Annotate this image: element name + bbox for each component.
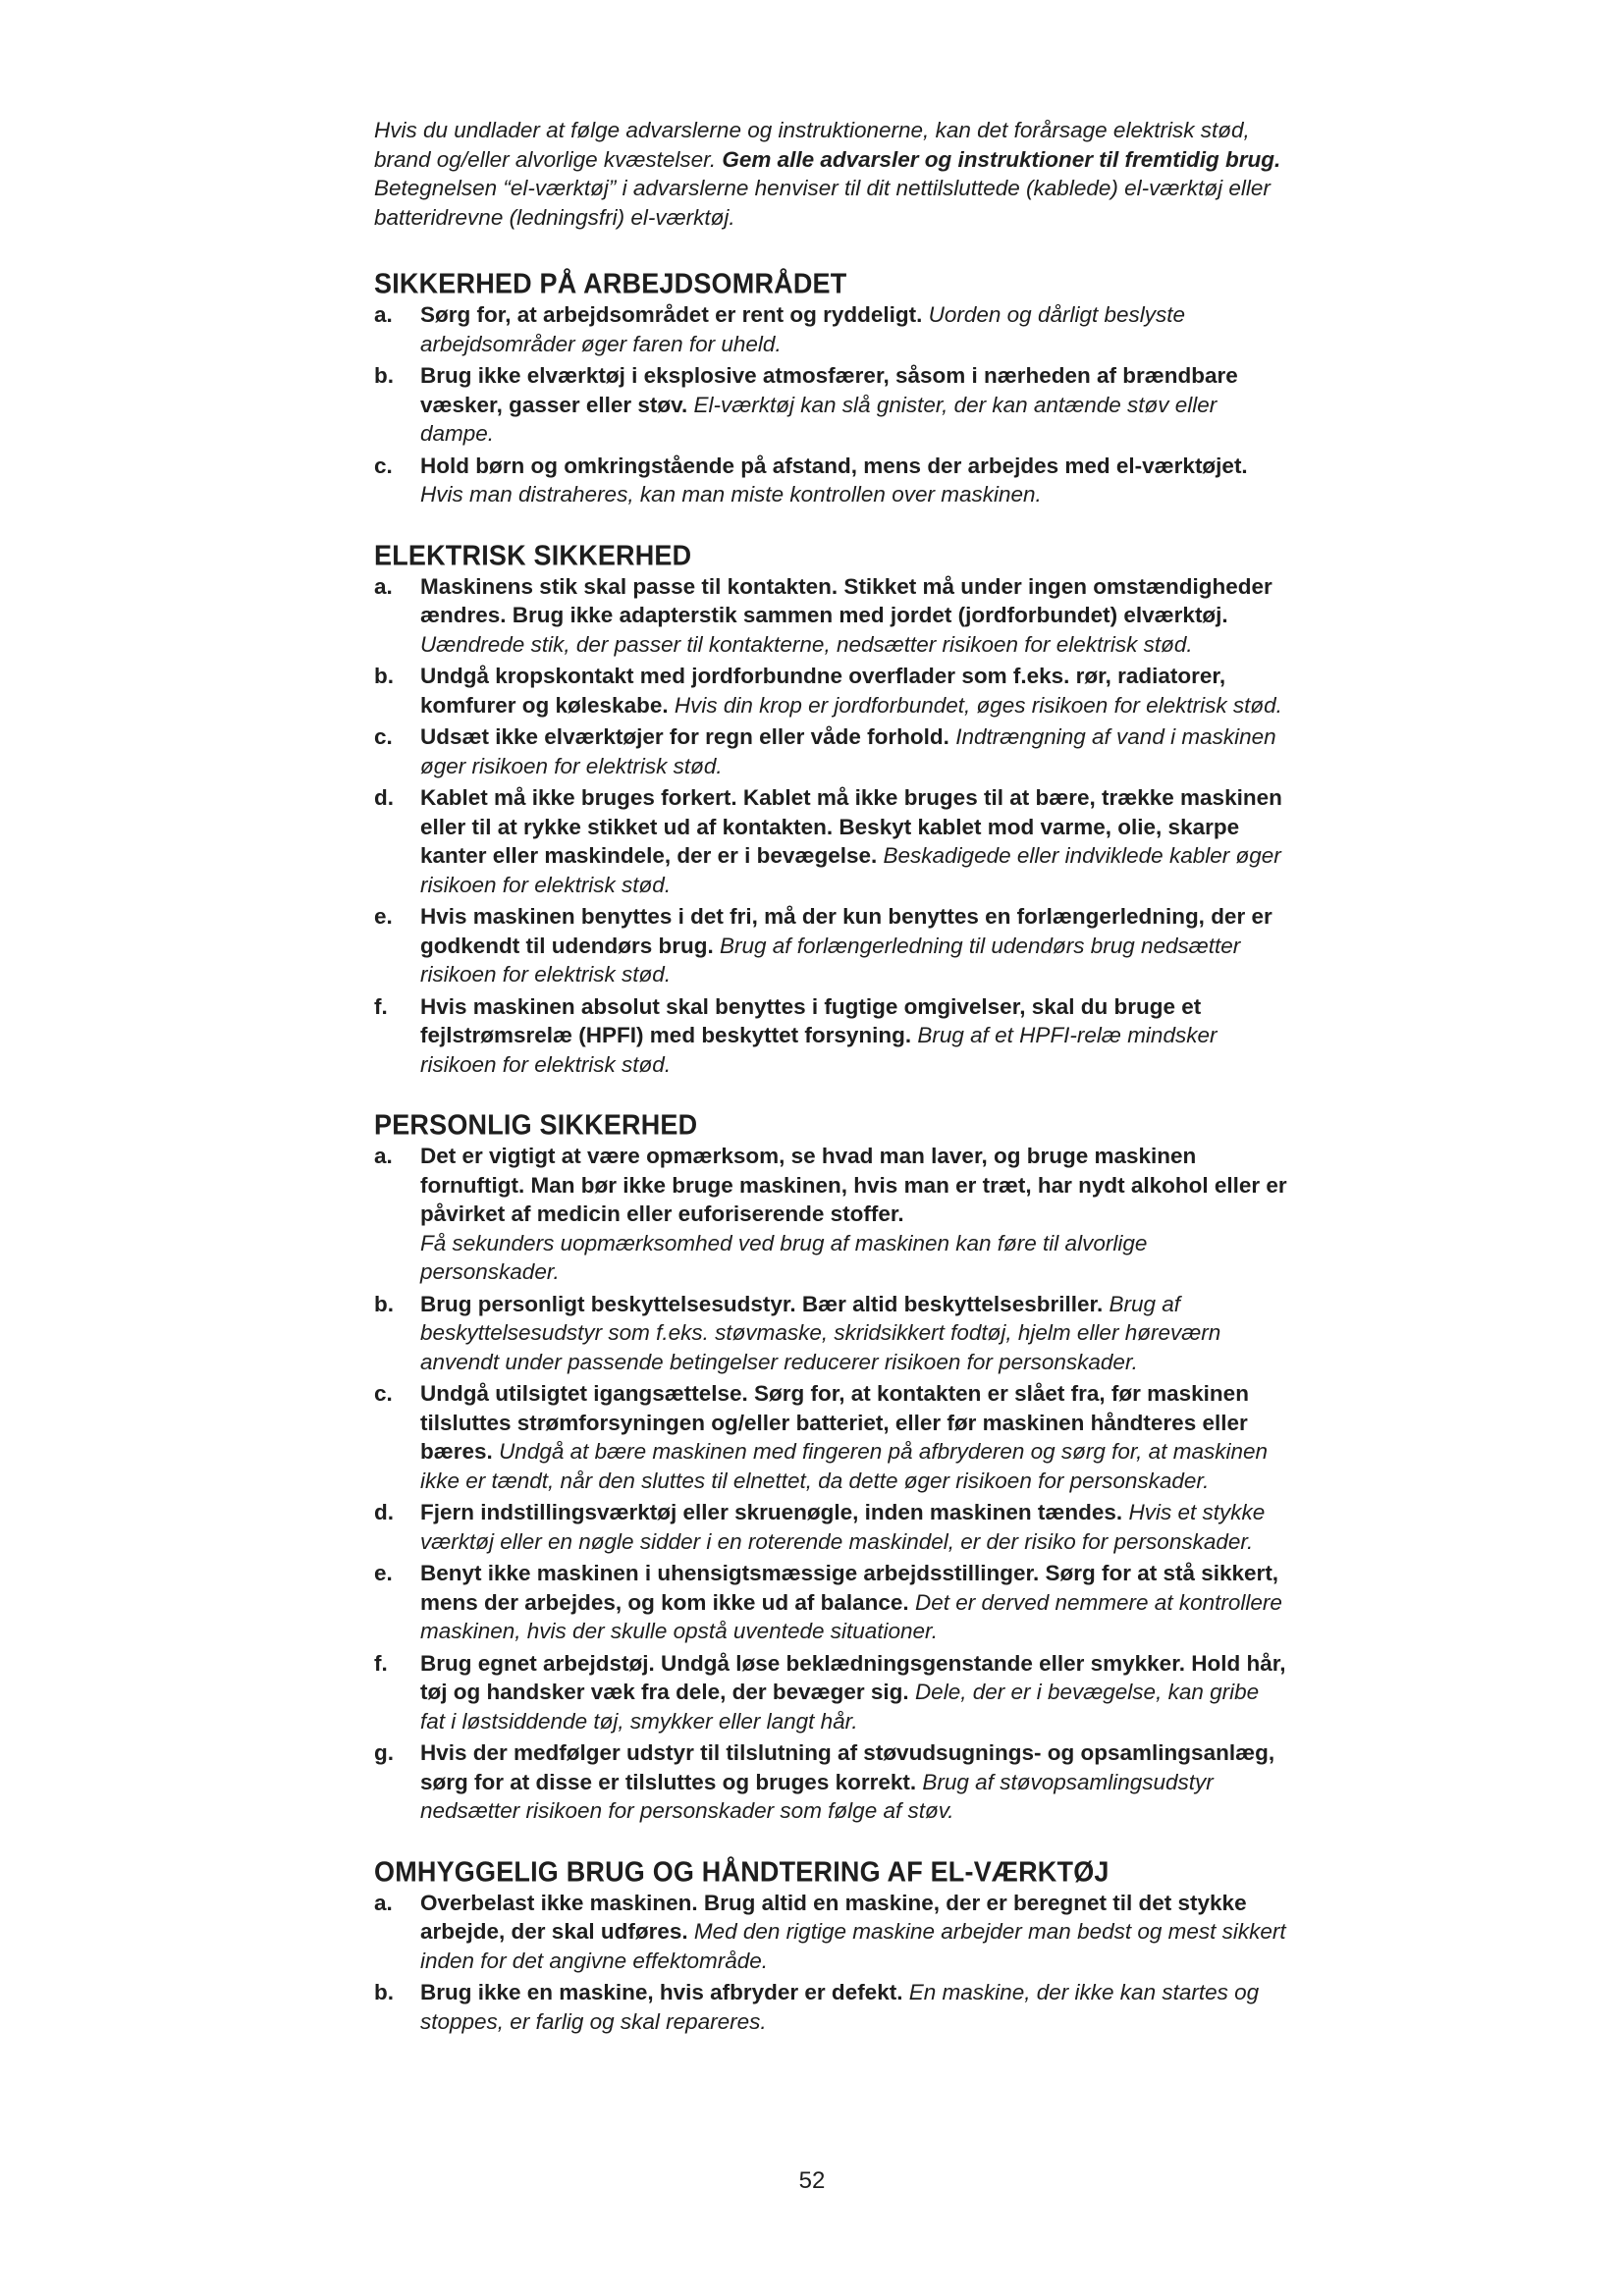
item-explanation: Indtrængning af vand i maskinen øger risikoen for elektrisk stød.	[420, 724, 1276, 778]
item-instruction: Brug ikke en maskine, hvis afbryder er defekt.	[420, 1980, 903, 2004]
manual-page	[374, 116, 1287, 2065]
item-instruction: Hvis maskinen benyttes i det fri, må der kun benyttes en forlængerledning, der er godkendt til udendørs brug.	[420, 904, 1272, 958]
list-item	[374, 1290, 1287, 1377]
item-explanation: Brug af et HPFI-relæ mindsker risikoen for elektrisk stød.	[420, 1023, 1218, 1077]
intro-definition-text: Betegnelsen “el-værktøj” i advarslerne henviser til dit nettilsluttede (kablede) el-værktøj eller batteridrevne (ledningsfri) el-værktøj.	[374, 176, 1271, 230]
item-label: b.	[374, 363, 394, 388]
list-item	[374, 902, 1287, 989]
list-item	[374, 1142, 1287, 1287]
list-item	[374, 662, 1287, 720]
item-explanation: Få sekunders uopmærksomhed ved brug af maskinen kan føre til alvorlige personskader.	[420, 1230, 1148, 1284]
page-number: 52	[798, 2167, 826, 2194]
item-explanation: Hvis man distraheres, kan man miste kontrollen over maskinen.	[420, 482, 1042, 507]
item-explanation: Med den rigtige maskine arbejder man bedst og mest sikkert inden for det angivne effektområde.	[420, 1919, 1286, 1973]
item-instruction: Undgå kropskontakt med jordforbundne overflader som f.eks. rør, radiatorer, komfurer og køleskabe.	[420, 664, 1226, 718]
item-instruction: Brug personligt beskyttelsesudstyr. Bær altid beskyttelsesbriller.	[420, 1291, 1104, 1316]
item-label: e.	[374, 1561, 393, 1585]
list-item	[374, 300, 1287, 358]
item-label: d.	[374, 785, 394, 810]
section-heading: OMHYGGELIG BRUG OG HÅNDTERING AF EL-VÆRKTØJ	[374, 1855, 1110, 1888]
item-instruction: Hvis der medfølger udstyr til tilslutning af støvudsugnings- og opsamlingsanlæg, sørg for at disse er tilsluttes og bruges korrekt.	[420, 1740, 1275, 1794]
item-explanation: Uændrede stik, der passer til kontakterne, nedsætter risikoen for elektrisk stød.	[420, 631, 1193, 657]
item-explanation: Uorden og dårligt beslyste arbejdsområder øger faren for uheld.	[420, 302, 1186, 356]
item-explanation: Dele, der er i bevægelse, kan gribe fat i løstsiddende tøj, smykker eller langt hår.	[420, 1680, 1260, 1734]
item-explanation: Hvis et stykke værktøj eller en nøgle sidder i en roterende maskindel, er der risiko for personskader.	[420, 1500, 1266, 1554]
list-item	[374, 722, 1287, 780]
list-item	[374, 572, 1287, 660]
item-instruction: Fjern indstillingsværktøj eller skruenøgle, inden maskinen tændes.	[420, 1500, 1123, 1524]
item-explanation: Brug af forlængerledning til udendørs brug nedsætter risikoen for elektrisk stød.	[420, 933, 1241, 987]
list-item	[374, 452, 1287, 509]
section-heading: ELEKTRISK SIKKERHED	[374, 539, 692, 571]
section-heading: PERSONLIG SIKKERHED	[374, 1109, 698, 1141]
item-label: b.	[374, 664, 394, 688]
item-instruction: Maskinens stik skal passe til kontakten. Stikket må under ingen omstændigheder ændres. Brug ikke adapterstik sammen med jordet (jordforbundet) elværktøj.	[420, 573, 1272, 627]
item-instruction: Brug egnet arbejdstøj. Undgå løse beklædningsgenstande eller smykker. Hold hår, tøj og handsker væk fra dele, der bevæger sig.	[420, 1650, 1286, 1704]
item-label: a.	[374, 302, 393, 327]
item-label: c.	[374, 724, 393, 749]
item-explanation: El-værktøj kan slå gnister, der kan antænde støv eller dampe.	[420, 392, 1218, 446]
item-instruction: Overbelast ikke maskinen. Brug altid en maskine, der er beregnet til det stykke arbejde, der skal udføres.	[420, 1890, 1247, 1944]
list-item	[374, 783, 1287, 899]
item-instruction: Hvis maskinen absolut skal benyttes i fugtige omgivelser, skal du bruge et fejlstrømsrelæ (HPFI) med beskyttet forsyning.	[420, 993, 1202, 1047]
list-item	[374, 1889, 1287, 1976]
item-label: c.	[374, 1381, 393, 1406]
item-instruction: Benyt ikke maskinen i uhensigtsmæssige arbejdsstillinger. Sørg for at stå sikkert, mens der arbejdes, og kom ikke ud af balance.	[420, 1561, 1279, 1615]
item-instruction: Brug ikke elværktøj i eksplosive atmosfærer, såsom i nærheden af brændbare væsker, gasser eller støv.	[420, 363, 1238, 417]
item-instruction: Det er vigtigt at være opmærksom, se hvad man laver, og bruge maskinen fornuftigt. Man bør ikke bruge maskinen, hvis man er træt, har nydt alkohol eller er påvirket af medicin eller euforiserende stoffer.	[420, 1144, 1287, 1226]
intro-warning-text: Hvis du undlader at følge advarslerne og instruktionerne, kan det forårsage elektrisk stød, brand og/eller alvorlige kvæstelser.	[374, 118, 1250, 172]
list-item	[374, 1498, 1287, 1556]
item-instruction: Undgå utilsigtet igangsættelse. Sørg for, at kontakten er slået fra, før maskinen tilsluttes strømforsyningen og/eller batteriet, eller før maskinen håndteres eller bæres.	[420, 1381, 1249, 1464]
item-label: a.	[374, 1890, 393, 1915]
item-explanation: Brug af beskyttelsesudstyr som f.eks. støvmaske, skridsikkert fodtøj, hjelm eller høreværn anvendt under passende betingelser reducerer risikoen for personskader.	[420, 1291, 1221, 1374]
item-label: f.	[374, 1650, 388, 1676]
item-explanation: Undgå at bære maskinen med fingeren på afbryderen og sørg for, at maskinen ikke er tændt, når den sluttes til elnettet, da dette øger risikoen for personskader.	[420, 1439, 1268, 1493]
item-instruction: Sørg for, at arbejdsområdet er rent og ryddeligt.	[420, 302, 923, 327]
item-instruction: Hold børn og omkringstående på afstand, mens der arbejdes med el-værktøjet.	[420, 453, 1248, 478]
list-item	[374, 1559, 1287, 1646]
intro-save-instructions: Gem alle advarsler og instruktioner til fremtidig brug.	[722, 146, 1281, 172]
list-item	[374, 361, 1287, 449]
item-label: f.	[374, 993, 388, 1019]
item-label: c.	[374, 453, 393, 478]
item-label: g.	[374, 1740, 394, 1765]
list-item	[374, 1649, 1287, 1736]
list-item	[374, 1738, 1287, 1826]
item-explanation: Brug af støvopsamlingsudstyr nedsætter risikoen for personskader som følge af støv.	[420, 1769, 1214, 1823]
list-item	[374, 1978, 1287, 2036]
item-instruction: Kablet må ikke bruges forkert. Kablet må ikke bruges til at bære, trække maskinen eller til at rykke stikket ud af kontakten. Beskyt kablet mod varme, olie, skarpe kanter eller maskindele, der er i bevægelse.	[420, 785, 1282, 868]
item-explanation: En maskine, der ikke kan startes og stoppes, er farlig og skal repareres.	[420, 1980, 1260, 2034]
item-label: b.	[374, 1980, 394, 2004]
item-label: d.	[374, 1500, 394, 1524]
section-electrical-safety	[374, 539, 1287, 1080]
item-explanation: Hvis din krop er jordforbundet, øges risikoen for elektrisk stød.	[674, 692, 1282, 718]
item-label: b.	[374, 1291, 394, 1316]
item-explanation: Det er derved nemmere at kontrollere maskinen, hvis der skulle opstå uventede situationer.	[420, 1589, 1282, 1643]
section-heading: SIKKERHED PÅ ARBEJDSOMRÅDET	[374, 268, 847, 299]
item-label: a.	[374, 1144, 393, 1168]
section-work-area-safety	[374, 267, 1287, 509]
item-label: a.	[374, 573, 393, 599]
intro-paragraph	[374, 116, 1287, 232]
section-personal-safety	[374, 1108, 1287, 1826]
item-label: e.	[374, 904, 393, 929]
item-instruction: Udsæt ikke elværktøjer for regn eller våde forhold.	[420, 724, 949, 749]
list-item	[374, 992, 1287, 1080]
section-power-tool-use-and-care	[374, 1855, 1287, 2037]
item-explanation: Beskadigede eller indviklede kabler øger risikoen for elektrisk stød.	[420, 843, 1281, 897]
list-item	[374, 1379, 1287, 1495]
